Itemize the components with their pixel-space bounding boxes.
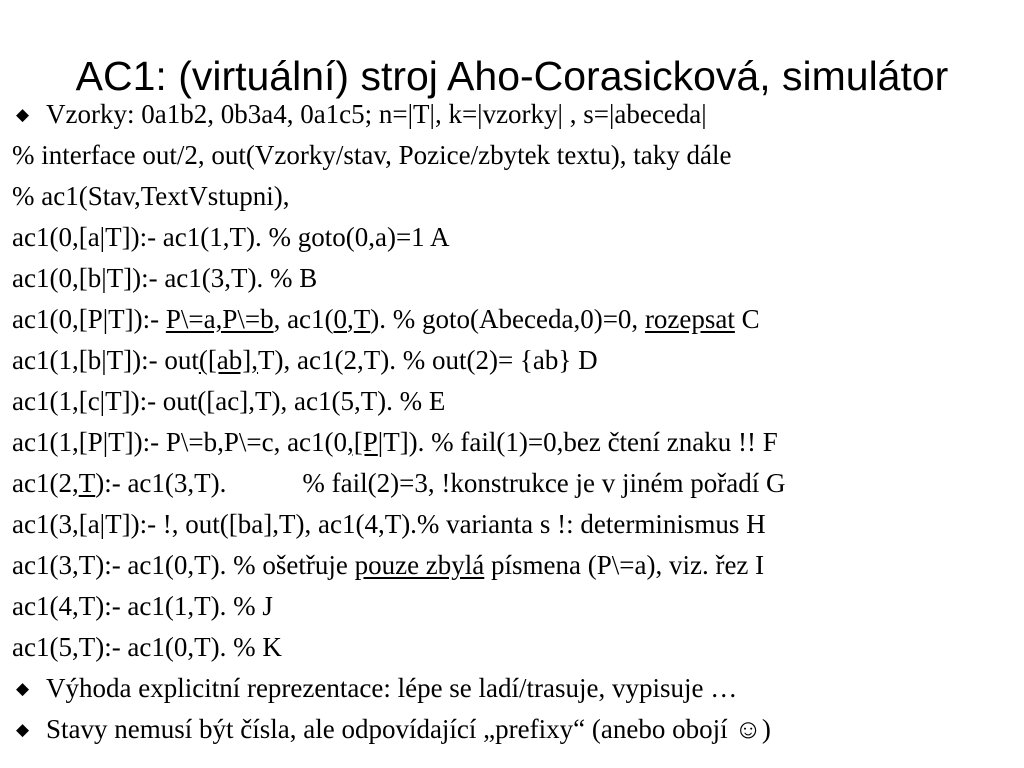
code-line [12,463,786,503]
underlined-segment: T [353,304,371,334]
code-line: ac1(0,[b|T]):- ac1(3,T). % B [12,263,318,293]
code-comment-line: % ac1(Stav,TextVstupni), [12,181,290,211]
code-comment-line: % interface out/2, out(Vzorky/stav, Pozice/zbytek textu), taky dále [12,140,732,170]
code-line [12,340,598,380]
code-segment: , [347,304,354,334]
underlined-segment: ([ab], [198,345,259,375]
bullet-text: Výhoda explicitní reprezentace: lépe se ladí/trasuje, vypisuje … [46,673,738,703]
code-segment: , ac1( [273,304,334,334]
underlined-segment: ,[P [347,427,378,457]
code-segment: C [734,304,760,334]
bullet-item-states [16,709,771,749]
code-line [12,422,778,462]
code-line [12,545,764,585]
code-segment: ac1(1,[P|T]):- P\=b,P\=c, ac1(0 [12,427,348,457]
code-line: ac1(1,[c|T]):- out([ac],T), ac1(5,T). % E [12,386,446,416]
code-segment: % fail(2)=3, !konstrukce je v jiném pořadí G [302,468,786,498]
code-segment: ac1(0,[P|T]):- [12,304,166,334]
code-segment: ac1(2, [12,468,79,498]
code-segment: ac1(1,[b|T]):- out [12,345,199,375]
underlined-segment: 0 [333,304,348,334]
bullet-item-advantage [16,668,737,708]
underlined-segment: pouze zbylá [354,550,485,580]
diamond-bullet-icon: ◆ [16,720,30,739]
code-line: ac1(4,T):- ac1(1,T). % J [12,591,273,621]
code-line: ac1(5,T):- ac1(0,T). % K [12,632,282,662]
bullet-item-patterns [16,94,707,134]
code-line: ac1(0,[a|T]):- ac1(1,T). % goto(0,a)=1 A [12,222,450,252]
code-segment: ):- ac1(3,T). [95,468,227,498]
underlined-segment: rozepsat [644,304,735,334]
code-segment: |T]). % fail(1)=0,bez čtení znaku !! F [377,427,778,457]
diamond-bullet-icon: ◆ [16,105,30,124]
code-line: ac1(3,[a|T]):- !, out([ba],T), ac1(4,T).% varianta s !: determinismus H [12,509,766,539]
code-segment: písmena (P\=a), viz. řez I [484,550,765,580]
bullet-text: Stavy nemusí být čísla, ale odpovídající „prefixy“ (anebo obojí ☺) [46,714,771,744]
bullet-text: Vzorky: 0a1b2, 0b3a4, 0a1c5; n=|T|, k=|vzorky| , s=|abeceda| [46,99,707,129]
code-segment: ). % goto(Abeceda,0)=0, [370,304,645,334]
code-segment: ac1(3,T):- ac1(0,T). % ošetřuje [12,550,355,580]
code-line [12,299,760,339]
underlined-segment: P\=a,P\=b [165,304,274,334]
underlined-segment: T [78,468,96,498]
code-segment: T), ac1(2,T). % out(2)= {ab} D [258,345,598,375]
diamond-bullet-icon: ◆ [16,679,30,698]
slide-title: AC1: (virtuální) stroj Aho-Corasicková, simulátor [75,53,949,99]
